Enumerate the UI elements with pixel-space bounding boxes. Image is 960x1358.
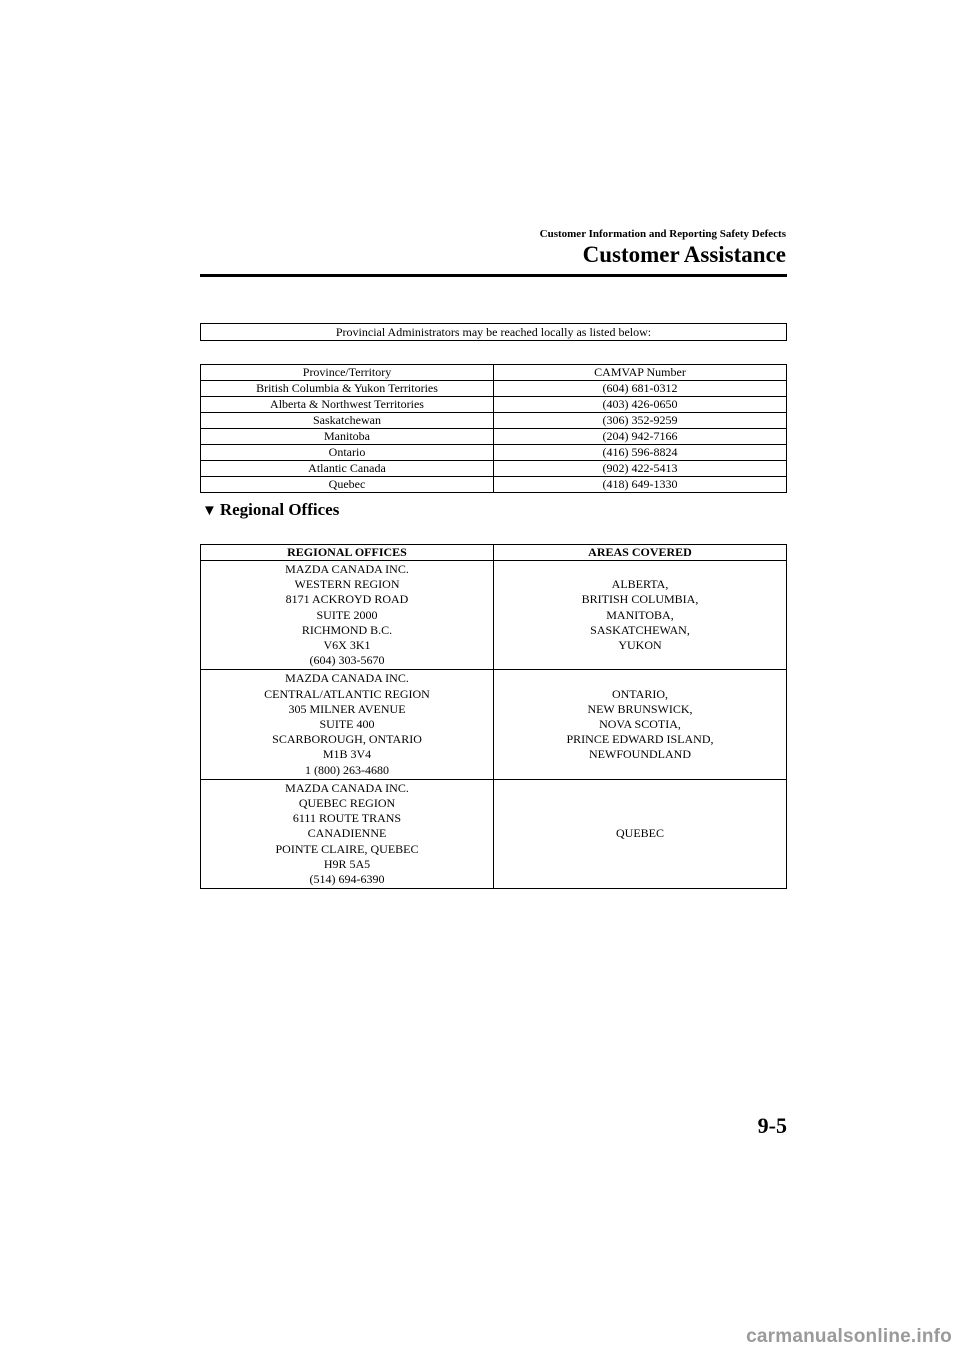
column-header-province: Province/Territory <box>201 365 494 381</box>
area-line: SASKATCHEWAN, <box>590 622 690 637</box>
intro-row <box>201 324 787 341</box>
areas-covered-cell <box>494 779 787 888</box>
area-line: QUEBEC <box>616 826 664 841</box>
area-line: ALBERTA, <box>611 577 669 592</box>
table-row <box>201 477 787 493</box>
section-heading-text: Regional Offices <box>219 500 340 519</box>
office-line: CANADIENNE <box>307 826 387 841</box>
office-line: (604) 303-5670 <box>309 653 385 668</box>
province-cell: Atlantic Canada <box>201 461 494 477</box>
office-line: MAZDA CANADA INC. <box>285 562 409 576</box>
phone-cell: (306) 352-9259 <box>494 413 787 429</box>
office-line: WESTERN REGION <box>294 577 400 592</box>
area-line: BRITISH COLUMBIA, <box>581 592 699 607</box>
column-header-regional-offices: REGIONAL OFFICES <box>201 545 494 561</box>
area-line: ONTARIO, <box>611 686 669 701</box>
province-cell: Ontario <box>201 445 494 461</box>
office-line: 305 MILNER AVENUE <box>288 701 406 716</box>
column-header-camvap: CAMVAP Number <box>494 365 787 381</box>
office-line: CENTRAL/ATLANTIC REGION <box>264 686 430 701</box>
phone-cell: (902) 422-5413 <box>494 461 787 477</box>
office-line: QUEBEC REGION <box>298 796 396 811</box>
intro-box <box>200 323 787 341</box>
section-heading-regional-offices <box>202 500 339 520</box>
page-number: 9-5 <box>757 1113 787 1138</box>
table-row <box>201 461 787 477</box>
office-line: 6111 ROUTE TRANS <box>292 811 402 826</box>
regional-offices-table <box>200 544 787 889</box>
areas-covered-cell <box>494 670 787 779</box>
office-line: M1B 3V4 <box>322 747 372 762</box>
office-line: MAZDA CANADA INC. <box>285 671 409 686</box>
area-line: PRINCE EDWARD ISLAND, <box>566 732 714 747</box>
page-title: Customer Assistance <box>582 242 786 267</box>
provincial-administrators-table <box>200 364 787 493</box>
table-row <box>201 397 787 413</box>
watermark: carmanualsonline.info <box>746 1326 952 1347</box>
province-cell: British Columbia & Yukon Territories <box>201 381 494 397</box>
phone-cell: (604) 681-0312 <box>494 381 787 397</box>
header-section-title: Customer Information and Reporting Safety Defects <box>539 228 786 240</box>
province-cell: Quebec <box>201 477 494 493</box>
province-cell: Alberta & Northwest Territories <box>201 397 494 413</box>
area-line: NEW BRUNSWICK, <box>587 701 693 716</box>
intro-text: Provincial Administrators may be reached locally as listed below: <box>201 324 787 341</box>
area-line: YUKON <box>618 638 662 653</box>
office-line: SUITE 2000 <box>316 607 378 622</box>
table-row <box>201 413 787 429</box>
office-address-cell <box>201 561 494 670</box>
area-line: MANITOBA, <box>606 607 674 622</box>
phone-cell: (416) 596-8824 <box>494 445 787 461</box>
table-row <box>201 381 787 397</box>
table-row <box>201 779 787 888</box>
table-header-row <box>201 545 787 561</box>
office-line: MAZDA CANADA INC. <box>285 780 409 795</box>
table-row <box>201 429 787 445</box>
office-line: H9R 5A5 <box>323 856 371 871</box>
office-line: V6X 3K1 <box>323 638 371 653</box>
table-row <box>201 445 787 461</box>
province-cell: Saskatchewan <box>201 413 494 429</box>
phone-cell: (204) 942-7166 <box>494 429 787 445</box>
header-rule <box>200 274 787 277</box>
office-line: 1 (800) 263-4680 <box>305 762 389 777</box>
area-line: NEWFOUNDLAND <box>589 747 691 762</box>
table-header-row <box>201 365 787 381</box>
table-row <box>201 561 787 670</box>
triangle-down-icon: ▼ <box>202 503 217 519</box>
office-line: (514) 694-6390 <box>309 872 385 887</box>
office-line: SCARBOROUGH, ONTARIO <box>272 732 422 747</box>
office-line: POINTE CLAIRE, QUEBEC <box>275 841 419 856</box>
office-line: SUITE 400 <box>319 717 375 732</box>
province-cell: Manitoba <box>201 429 494 445</box>
phone-cell: (418) 649-1330 <box>494 477 787 493</box>
table-row <box>201 670 787 779</box>
areas-covered-cell <box>494 561 787 670</box>
office-address-cell <box>201 670 494 779</box>
office-address-cell <box>201 779 494 888</box>
office-line: 8171 ACKROYD ROAD <box>285 592 409 607</box>
office-line: RICHMOND B.C. <box>301 622 393 637</box>
column-header-areas-covered: AREAS COVERED <box>494 545 787 561</box>
phone-cell: (403) 426-0650 <box>494 397 787 413</box>
area-line: NOVA SCOTIA, <box>599 717 681 732</box>
